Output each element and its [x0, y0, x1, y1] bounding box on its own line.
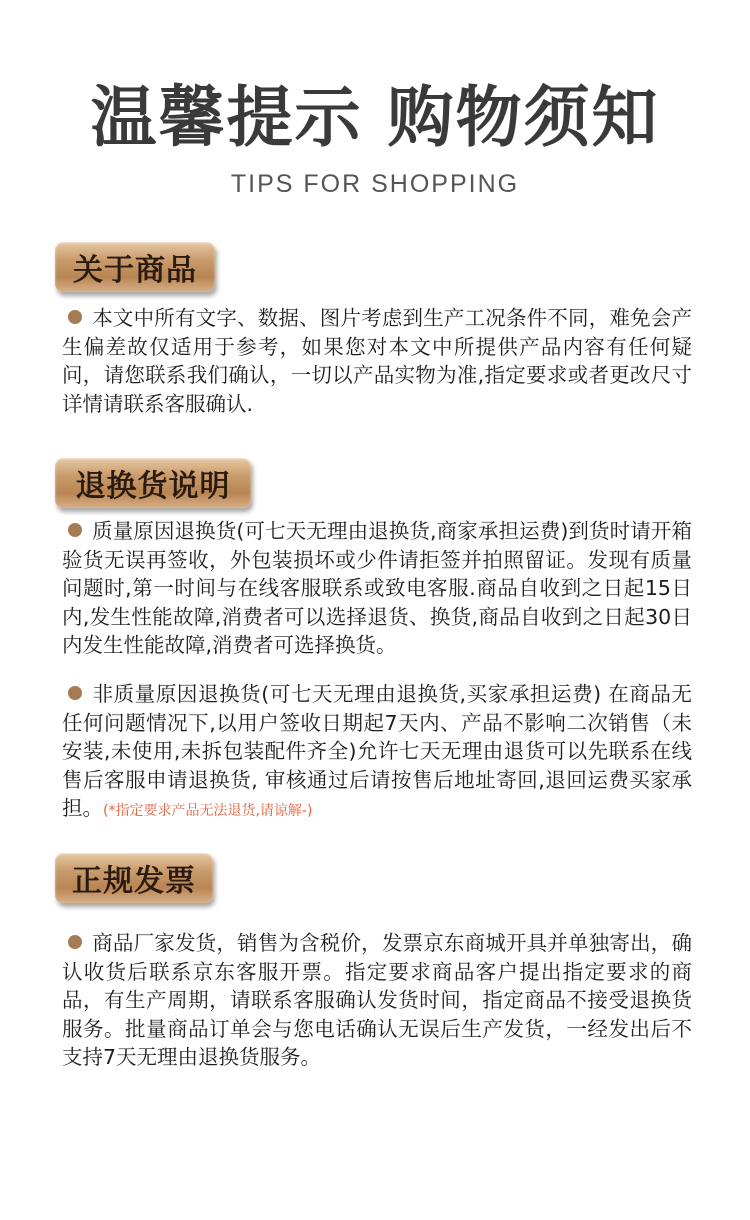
section-heading-label: 关于商品 — [73, 253, 197, 288]
section-heading-invoice — [55, 853, 213, 903]
paragraph-note: (*指定要求产品无法退货,请谅解-) — [103, 803, 313, 819]
bullet-dot-icon — [68, 523, 82, 537]
bullet-dot-icon — [68, 935, 82, 949]
section-heading-label: 正规发票 — [72, 864, 196, 899]
bullet-dot-icon — [68, 686, 82, 700]
section-heading-label: 退换货说明 — [75, 469, 231, 504]
paragraph-text: 商品厂家发货，销售为含税价，发票京东商城开具并单独寄出，确认收货后联系京东客服开票。指定要求商品客户提出指定要求的商品，有生产周期，请联系客服确认发货时间，指定商品不接受退换货服务。批量商品订单会与您电话确认无误后生产发货，一经发出后不支持7天无理由退换货服务。 — [62, 931, 692, 1069]
section-paragraph — [62, 517, 692, 660]
section-paragraph — [62, 680, 692, 826]
section-heading-returns — [55, 458, 251, 508]
paragraph-text: 本文中所有文字、数据、图片考虑到生产工况条件不同，难免会产生偏差故仅适用于参考，如果您对本文中所提供产品内容有任何疑问，请您联系我们确认，一切以产品实物为准,指定要求或者更改尺寸详情请联系客服确认. — [62, 306, 692, 416]
paragraph-text: 质量原因退换货(可七天无理由退换货,商家承担运费)到货时请开箱验货无误再签收，外包装损坏或少件请拒签并拍照留证。发现有质量问题时,第一时间与在线客服联系或致电客服.商品自收到之日起15日内,发生性能故障,消费者可以选择退货、换货,商品自收到之日起30日内发生性能故障,消费者可选择换货。 — [62, 519, 692, 657]
paragraph-text: 非质量原因退换货(可七天无理由退换货,买家承担运费) 在商品无任何问题情况下,以用户签收日期起7天内、产品不影响二次销售（未安装,未使用,未拆包装配件齐全)允许七天无理由退货可以先联系在线售后客服申请退换货, 审核通过后请按售后地址寄回,退回运费买家承担。 — [62, 682, 692, 820]
section-paragraph — [62, 304, 692, 418]
bullet-dot-icon — [68, 310, 82, 324]
page-title: 温馨提示 购物须知 — [90, 79, 660, 156]
page-subtitle: TIPS FOR SHOPPING — [230, 170, 520, 198]
section-paragraph — [62, 929, 692, 1072]
section-heading-product — [55, 242, 215, 292]
